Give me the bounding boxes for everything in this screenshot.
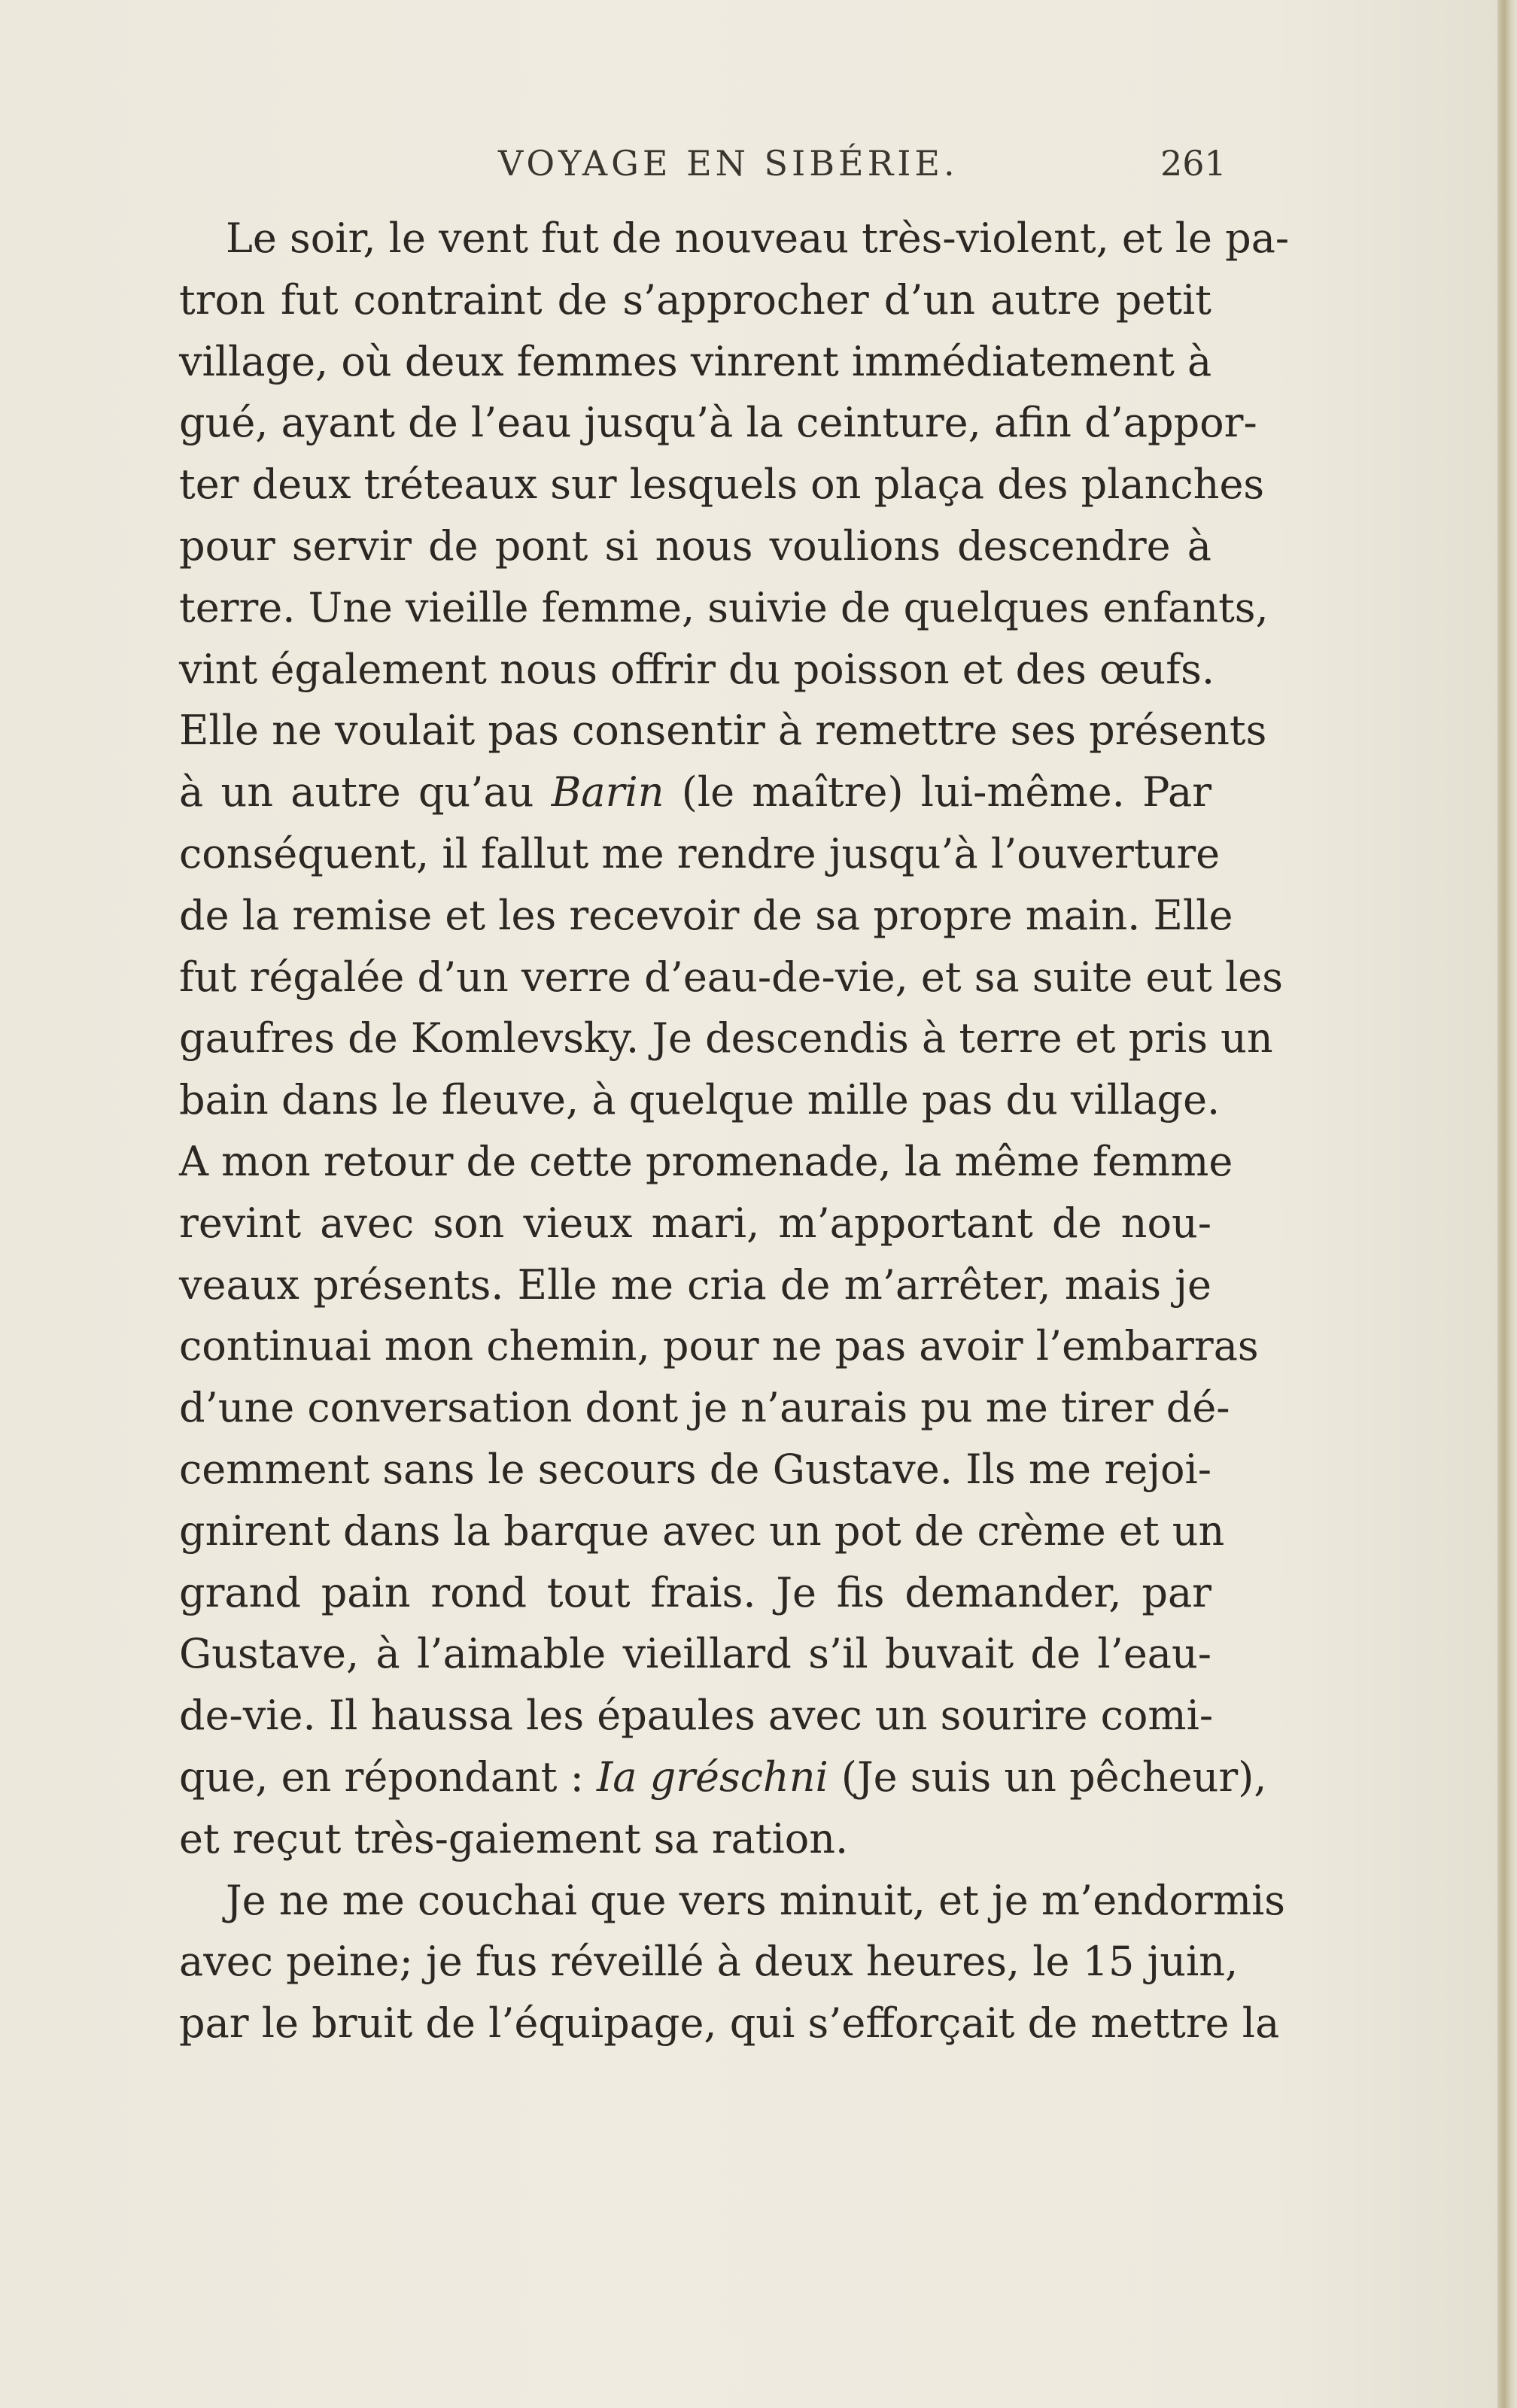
page-edge	[1497, 0, 1517, 2408]
text-line: vint également nous offrir du poisson et des œufs.	[179, 645, 1215, 693]
text-line: cemment sans le secours de Gustave. Ils me rejoi-	[179, 1445, 1211, 1493]
text-line: continuai mon chemin, pour ne pas avoir l’embarras	[179, 1322, 1259, 1370]
text-line: tron fut contraint de s’approcher d’un autre petit	[179, 275, 1211, 324]
text-line: Gustave, à l’aimable vieillard s’il buvait de l’eau-	[179, 1630, 1211, 1678]
text-line: de la remise et les recevoir de sa propre main. Elle	[179, 891, 1233, 939]
text-line: terre. Une vieille femme, suivie de quelques enfants,	[179, 583, 1269, 631]
text-line: fut régalée d’un verre d’eau-de-vie, et sa suite eut les	[179, 953, 1283, 1001]
text-line: gnirent dans la barque avec un pot de crème et un	[179, 1507, 1225, 1555]
text-line: par le bruit de l’équipage, qui s’efforçait de mettre la	[179, 1999, 1280, 2048]
text-line: grand pain rond tout frais. Je fis demander, par	[179, 1568, 1211, 1616]
text-line: de-vie. Il haussa les épaules avec un sourire comi-	[179, 1692, 1214, 1740]
text-line: avec peine; je fus réveillé à deux heures, le 15 juin,	[179, 1938, 1239, 1986]
page-number: 261	[1160, 143, 1227, 184]
italic-term: Ia gréschni	[596, 1753, 828, 1801]
running-title: VOYAGE EN SIBÉRIE.	[498, 143, 959, 184]
italic-term: Barin	[551, 768, 664, 816]
text-line: bain dans le fleuve, à quelque mille pas du village.	[179, 1076, 1221, 1124]
text-line: veaux présents. Elle me cria de m’arrêter, mais je	[179, 1260, 1211, 1309]
text-line: village, où deux femmes vinrent immédiatement à	[179, 337, 1212, 385]
text-line: à un autre qu’au Barin (le maître) lui-même. Par	[179, 768, 1212, 816]
text-line: revint avec son vieux mari, m’apportant de nou-	[179, 1199, 1211, 1247]
text-line: Elle ne voulait pas consentir à remettre ses présents	[179, 707, 1267, 755]
text-line: pour servir de pont si nous voulions descendre à	[179, 521, 1211, 570]
text-line: gaufres de Komlevsky. Je descendis à terre et pris un	[179, 1014, 1273, 1063]
text-line: gué, ayant de l’eau jusqu’à la ceinture, afin d’appor-	[179, 399, 1257, 447]
text-line: que, en répondant : Ia gréschni (Je suis un pêcheur),	[179, 1753, 1267, 1801]
text-line: d’une conversation dont je n’aurais pu me tirer dé-	[179, 1384, 1230, 1432]
running-head	[0, 143, 1499, 196]
text-line: Je ne me couchai que vers minuit, et je m’endormis	[226, 1876, 1286, 1924]
text-line: Le soir, le vent fut de nouveau très-violent, et le pa-	[226, 214, 1290, 262]
text-line: conséquent, il fallut me rendre jusqu’à l’ouverture	[179, 829, 1221, 877]
text-line: ter deux tréteaux sur lesquels on plaça des planches	[179, 461, 1265, 509]
body-text	[179, 208, 1290, 2054]
text-line: A mon retour de cette promenade, la même femme	[179, 1137, 1233, 1185]
text-line: et reçut très-gaiement sa ration.	[179, 1814, 849, 1862]
